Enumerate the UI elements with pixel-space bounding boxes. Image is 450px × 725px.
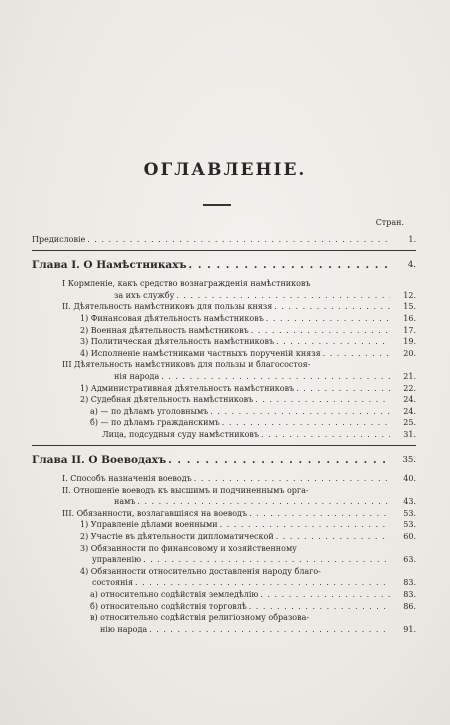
toc-entry-label: Лица, подсудныя суду намѣстниковъ [102,429,259,439]
toc-entry-label: III. Обязанности, возлагавшіяся на воеводъ [62,508,248,518]
toc-page-number: 25. [403,418,416,428]
toc-entry-label: а) относительно содѣйствія земледѣлію [90,590,259,600]
toc-page-number: 24. [403,395,416,405]
toc-page-number: 31. [403,429,416,439]
toc-entry-label: 2) Военная дѣятельность намѣстниковъ [80,325,249,335]
toc-entry-label: I. Способъ назначенія воеводъ [62,474,192,484]
toc-entry[interactable] [32,406,416,418]
toc-entry-label: 1) Финансовая дѣятельность намѣстниковъ [80,313,264,323]
toc-entry[interactable] [32,485,416,508]
toc-page-number: 24. [403,406,416,416]
toc-entry-label: 2) Участіе въ дѣятельности дипломатической [80,532,274,542]
toc-entry[interactable] [32,531,416,543]
toc-entry-label-cont: намъ [114,497,136,507]
chapter-title: Глава I. О Намѣстникахъ [32,259,187,271]
toc-entry-label: Предисловіе [32,235,86,244]
toc-entry-label: I Кормленіе, какъ средство вознагражденія намѣстниковъ [62,279,311,289]
toc-page-number: 83. [403,578,416,588]
toc-entry[interactable] [32,383,416,395]
toc-page-number: 19. [403,337,416,347]
page-column-header: Стран. [375,218,404,227]
toc-entry-label-cont: за ихъ службу [114,290,175,300]
toc-page-number: 63. [403,555,416,565]
toc-page-number: 16. [403,313,416,323]
toc-page-number: 53. [403,520,416,530]
title-rule [203,204,231,206]
toc-entry[interactable] [32,508,416,520]
toc-entry-label: 1) Административная дѣятельность намѣстниковъ [80,383,295,393]
toc-entry-label: 2) Судебная дѣятельность намѣстниковъ [80,395,254,405]
toc-page-number: 86. [403,601,416,611]
toc-page-number: 60. [403,532,416,542]
toc-entry[interactable] [32,348,416,360]
toc-entry[interactable] [32,566,416,589]
toc-page-number: 21. [403,371,416,381]
toc-page-number: 15. [403,302,416,312]
toc-entry-label: в) относительно содѣйствія религіозному образова- [90,613,310,623]
toc-page-number: 17. [403,325,416,335]
toc-entry-label: 3) Политическая дѣятельность намѣстниковъ [80,337,275,347]
toc-entry[interactable] [32,429,416,441]
toc-entry-label: 3) Обязанности по финансовому и хозяйственному [80,543,297,553]
toc-page-number: 1. [408,235,416,244]
toc-entry-label: III Дѣятельность намѣстниковъ для пользы и благосостоя- [62,360,311,370]
table-of-contents [32,234,416,635]
toc-entry[interactable] [32,325,416,337]
toc-entry[interactable] [32,278,416,301]
toc-entry[interactable] [32,394,416,406]
toc-entry-label-cont: нію народа [100,624,148,634]
toc-entry[interactable] [32,519,416,531]
toc-entry-label: 4) Исполненіе намѣстниками частныхъ порученій князя [80,348,321,358]
toc-entry[interactable] [32,417,416,429]
toc-page-number: 43. [403,497,416,507]
toc-entry[interactable] [32,612,416,635]
toc-page-number: 83. [403,590,416,600]
toc-page-number: 40. [403,474,416,484]
toc-entry[interactable] [32,473,416,485]
toc-entry-label: б) — по дѣламъ гражданскимъ [90,418,220,428]
toc-entry[interactable] [32,601,416,613]
toc-entry[interactable] [32,589,416,601]
toc-entry-label: 4) Обязанности относительно доставленія народу благо- [80,566,321,576]
toc-page-number: 4. [407,259,416,270]
toc-page-number: 53. [403,508,416,518]
toc-entry[interactable] [32,313,416,325]
toc-entry-label-cont: состоянія [92,578,134,588]
toc-entry-preface[interactable] [32,234,416,246]
toc-entry-label: 1) Управленіе дѣлами военными [80,520,218,530]
toc-entry[interactable] [32,336,416,348]
toc-chapter-1[interactable] [32,260,416,272]
toc-page-number: 20. [403,348,416,358]
toc-entry[interactable] [32,301,416,313]
toc-entry[interactable] [32,359,416,382]
toc-entry-label-cont: управленію [92,555,142,565]
page-title: ОГЛАВЛЕНІЕ. [143,160,307,180]
chapter-title: Глава II. О Воеводахъ [32,454,167,466]
toc-page-number: 35. [402,454,416,465]
toc-entry-label: а) — по дѣламъ уголовнымъ [90,406,209,416]
toc-entry-label: II. Дѣятельность намѣстниковъ для пользы князя [62,302,273,312]
toc-entry[interactable] [32,543,416,566]
toc-entry-label: б) относительно содѣйствія торговлѣ [90,601,247,611]
toc-page-number: 12. [403,290,416,300]
section-divider [32,445,416,446]
toc-entry-label-cont: нія народа [114,371,160,381]
toc-page-number: 22. [403,383,416,393]
toc-page-number: 91. [403,624,416,634]
section-divider [32,250,416,251]
toc-chapter-2[interactable] [32,455,416,467]
toc-entry-label: II. Отношеніе воеводъ къ высшимъ и подчиненнымъ орга- [62,485,309,495]
